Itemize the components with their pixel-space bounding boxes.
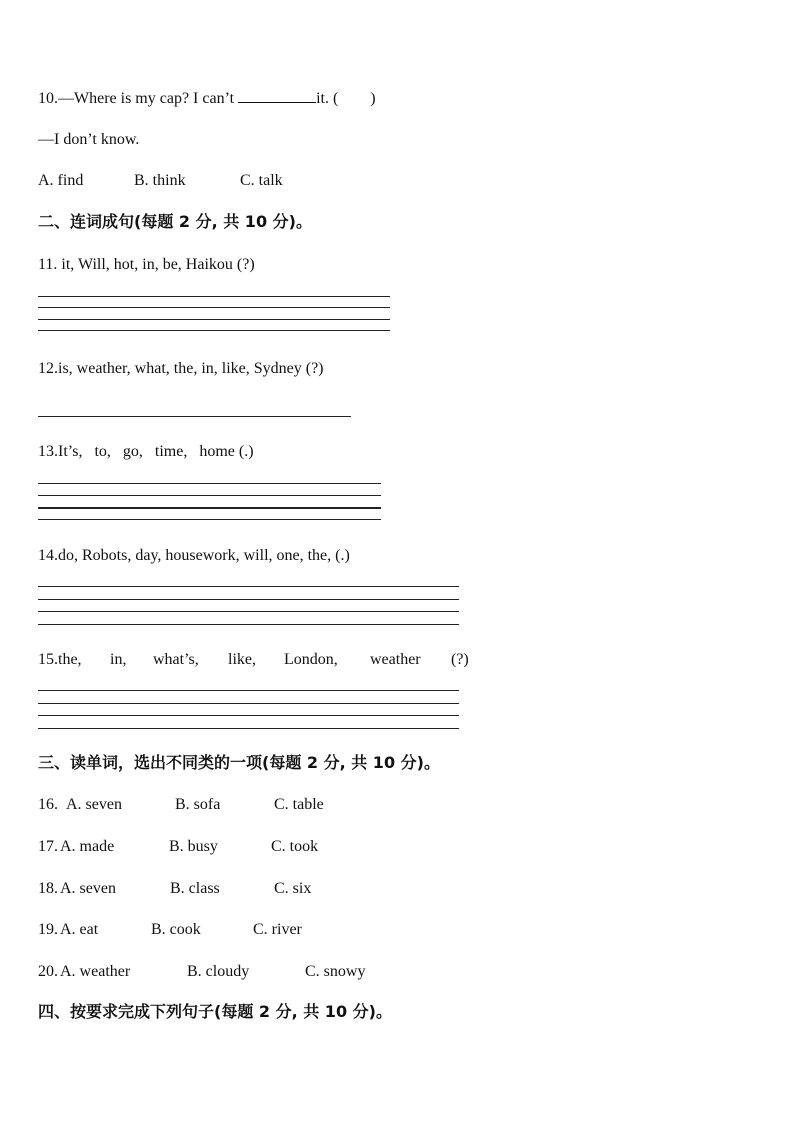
question-20-option-c[interactable]: C. snowy [305,963,366,980]
question-10-number: 10. [38,90,58,107]
question-15-word: 15.the, [38,651,82,668]
question-16-option-b[interactable]: B. sofa [175,796,221,813]
question-19-option-b[interactable]: B. cook [151,921,201,938]
question-20-option-a[interactable]: A. weather [60,963,131,980]
question-18-option-c[interactable]: C. six [274,880,312,897]
question-10-option-a[interactable]: A. find [38,172,84,189]
question-15-word: London, [284,651,338,668]
answer-line[interactable] [38,611,459,612]
answer-line[interactable] [38,330,390,331]
question-20-number: 20. [38,963,58,980]
question-10-text-before: —Where is my cap? I can’t [58,90,239,107]
question-17-option-b[interactable]: B. busy [169,838,218,855]
section-2-heading: 二、连词成句(每题 2 分, 共 10 分)。 [38,212,312,231]
question-15-word: in, [110,651,127,668]
section-4-heading: 四、按要求完成下列句子(每题 2 分, 共 10 分)。 [38,1002,392,1021]
question-19-option-a[interactable]: A. eat [60,921,99,938]
question-17-option-a[interactable]: A. made [60,838,115,855]
question-15-word: what’s, [153,651,199,668]
section-3-heading: 三、读单词，选出不同类的一项(每题 2 分, 共 10 分)。 [38,753,440,772]
question-15-word: weather [370,651,421,668]
question-16-option-a[interactable]: A. seven [66,796,122,813]
question-10-stem [38,88,376,109]
question-11-text: 11. it, Will, hot, in, be, Haikou (?) [38,256,255,273]
answer-line[interactable] [38,495,381,496]
question-18-option-b[interactable]: B. class [170,880,220,897]
question-18-option-a[interactable]: A. seven [60,880,116,897]
answer-line[interactable] [38,715,459,716]
answer-line[interactable] [38,586,459,587]
question-16-number: 16. [38,796,58,813]
question-10-option-c[interactable]: C. talk [240,172,283,189]
question-10-text-after: it. ( ) [316,90,376,107]
question-17-number: 17. [38,838,58,855]
answer-line[interactable] [38,703,459,704]
question-20-option-b[interactable]: B. cloudy [187,963,250,980]
answer-line[interactable] [38,599,459,600]
question-16-option-c[interactable]: C. table [274,796,324,813]
answer-line[interactable] [38,507,381,509]
answer-line[interactable] [38,319,390,320]
answer-line[interactable] [38,690,459,691]
question-10-option-b[interactable]: B. think [134,172,186,189]
answer-line[interactable] [38,519,381,520]
question-15-word: (?) [451,651,469,668]
answer-line[interactable] [38,296,390,297]
answer-line[interactable] [38,728,459,729]
question-19-number: 19. [38,921,58,938]
question-13-text: 13.It’s, to, go, time, home (.) [38,443,254,460]
answer-line[interactable] [38,624,459,625]
question-19-option-c[interactable]: C. river [253,921,302,938]
question-18-number: 18. [38,880,58,897]
question-15-word: like, [228,651,256,668]
question-17-option-c[interactable]: C. took [271,838,319,855]
question-14-text: 14.do, Robots, day, housework, will, one, the, (.) [38,547,350,564]
answer-blank[interactable] [238,88,316,103]
question-12-text: 12.is, weather, what, the, in, like, Sydney (?) [38,360,324,377]
answer-line[interactable] [38,483,381,484]
answer-line[interactable] [38,307,390,308]
answer-line[interactable] [38,416,351,417]
question-10-reply: —I don’t know. [38,131,140,148]
